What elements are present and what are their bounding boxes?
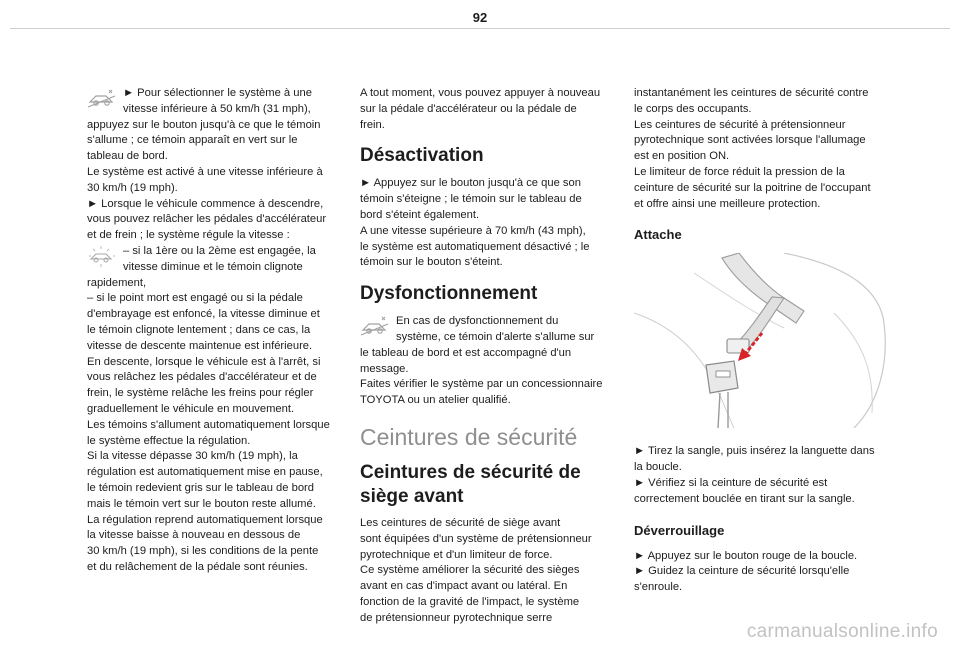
dysfonctionnement-line: le tableau de bord et est accompagné d'un [360, 346, 572, 359]
heading-dysfonctionnement: Dysfonctionnement [360, 283, 538, 305]
seatbelt-line: pyrotechnique et d'un limiteur de force. [360, 548, 553, 561]
heading-front-seatbelts-line2: siège avant [360, 485, 464, 507]
col1-line: vous relâchez les pédales d'accélérateur et de [87, 371, 317, 384]
col1-line: s'allume ; ce témoin apparaît en vert sur le [87, 134, 298, 147]
col3-intro-line: Le limiteur de force réduit la pression de la [634, 165, 845, 178]
seatbelt-buckle-illustration [634, 253, 892, 428]
col1-line: La régulation reprend automatiquement lorsque [87, 513, 323, 526]
desactivation-line: témoin s'éteigne ; le témoin sur le tableau de [360, 193, 582, 206]
deverrouillage-line: ► Appuyez sur le bouton rouge de la boucle. [634, 549, 858, 562]
seatbelt-line: de prétensionneur pyrotechnique serre [360, 611, 553, 624]
desactivation-line: A une vitesse supérieure à 70 km/h (43 mph), [360, 224, 586, 237]
heading-deverrouillage: Déverrouillage [634, 522, 725, 538]
deverrouillage-line: ► Guidez la ceinture de sécurité lorsqu'elle [634, 565, 850, 578]
col1-line: appuyez sur le bouton jusqu'à ce que le témoin [87, 118, 321, 131]
page-number: 92 [472, 10, 488, 25]
attache-line: ► Vérifiez si la ceinture de sécurité est [634, 476, 828, 489]
col1-line: – si la 1ère ou la 2ème est engagée, la [123, 244, 316, 257]
car-descent-control-icon [87, 86, 117, 110]
desactivation-line: ► Appuyez sur le bouton jusqu'à ce que son [360, 177, 581, 190]
column-1 [87, 86, 351, 576]
heading-front-seatbelts-line1: Ceintures de sécurité de [360, 461, 581, 483]
seatbelt-line: Ce système améliorer la sécurité des sièges [360, 564, 580, 577]
seatbelt-line: Les ceintures de sécurité de siège avant [360, 516, 561, 529]
col1-line: régulation est automatiquement mise en pause, [87, 466, 323, 479]
desactivation-line: le système est automatiquement désactivé ; le [360, 240, 590, 253]
heading-front-seatbelts [360, 461, 624, 509]
col1-line: frein, le système relâche les freins pour régler [87, 387, 314, 400]
col3-intro-line: ceinture de sécurité sur la poitrine de l'occupant [634, 181, 871, 194]
col1-line: et du relâchement de la pédale sont réunies. [87, 560, 308, 573]
dysfonctionnement-line: Faites vérifier le système par un concessionnaire [360, 378, 603, 391]
seatbelt-line: sont équipées d'un système de prétensionneur [360, 532, 592, 545]
desactivation-line: bord s'éteint également. [360, 208, 480, 221]
watermark: carmanualsonline.info [746, 621, 938, 642]
col3-intro-line: est en position ON. [634, 150, 730, 163]
dysfonctionnement-line: système, ce témoin d'alerte s'allume sur [396, 330, 595, 343]
col1-line: rapidement, [87, 276, 147, 289]
seatbelt-line: fonction de la gravité de l'impact, le système [360, 595, 580, 608]
column-2 [360, 86, 624, 627]
col1-line: 30 km/h (19 mph), si les conditions de la pente [87, 545, 319, 558]
col1-line: vitesse inférieure à 50 km/h (31 mph), [123, 102, 311, 115]
attache-line: correctement bouclée en tirant sur la sangle. [634, 492, 855, 505]
col1-line: vous pouvez relâcher les pédales d'accélérateur [87, 213, 327, 226]
col2-intro-line: sur la pédale d'accélérateur ou la pédale de [360, 102, 577, 115]
heading-desactivation: Désactivation [360, 145, 484, 167]
warning-car-icon [360, 314, 390, 338]
col3-intro-line: et offre ainsi une meilleure protection. [634, 197, 821, 210]
desactivation-line: témoin sur le bouton s'éteint. [360, 256, 503, 269]
col1-line: 30 km/h (19 mph). [87, 181, 178, 194]
col1-line: ► Lorsque le véhicule commence à descendre, [87, 197, 324, 210]
attache-line: la boucle. [634, 461, 682, 474]
col1-line: Le système est activé à une vitesse inférieure à [87, 165, 323, 178]
blinking-indicator-icon [87, 244, 117, 268]
col3-intro-line: Les ceintures de sécurité à prétensionneur [634, 118, 846, 131]
col3-intro-line: instantanément les ceintures de sécurité contre [634, 87, 869, 99]
col1-line: Les témoins s'allument automatiquement lorsque [87, 418, 330, 431]
col1-line: la vitesse baisse à nouveau en dessous de [87, 529, 301, 542]
col1-line: tableau de bord. [87, 150, 168, 163]
col2-intro-line: A tout moment, vous pouvez appuyer à nouveau [360, 87, 601, 99]
col1-line: Si la vitesse dépasse 30 km/h (19 mph), la [87, 450, 298, 463]
col1-line: – si le point mort est engagé ou si la pédale [87, 292, 303, 305]
seatbelt-line: avant en cas d'impact avant ou latéral. En [360, 580, 568, 593]
col1-line: vitesse de descente maintenue est inférieure. [87, 339, 313, 352]
col3-intro-line: pyrotechnique sont activées lorsque l'allumage [634, 134, 866, 147]
col1-line: et de frein ; le système régule la vitesse : [87, 229, 290, 242]
col1-line: ► Pour sélectionner le système à une [123, 87, 312, 99]
col1-line: le témoin clignote lentement ; dans ce cas, la [87, 323, 311, 336]
col1-line: graduellement le véhicule en mouvement. [87, 402, 295, 415]
header-divider [10, 28, 950, 29]
column-3 [634, 86, 894, 596]
dysfonctionnement-line: TOYOTA ou un atelier qualifié. [360, 394, 511, 407]
deverrouillage-line: s'enroule. [634, 581, 683, 594]
col1-line: mais le témoin vert sur le bouton reste allumé. [87, 497, 316, 510]
col3-intro-line: le corps des occupants. [634, 102, 752, 115]
heading-attache: Attache [634, 227, 682, 243]
col1-line: le système effectue la régulation. [87, 434, 251, 447]
col1-line: d'embrayage est enfoncé, la vitesse diminue et [87, 308, 320, 321]
col1-line: En descente, lorsque le véhicule est à l'arrêt, si [87, 355, 321, 368]
col2-intro-line: frein. [360, 118, 385, 131]
dysfonctionnement-line: En cas de dysfonctionnement du [396, 315, 559, 328]
section-title-seatbelts: Ceintures de sécurité [360, 423, 578, 450]
col1-line: vitesse diminue et le témoin clignote [123, 260, 303, 273]
dysfonctionnement-line: message. [360, 362, 409, 375]
attache-line: ► Tirez la sangle, puis insérez la languette dans [634, 445, 875, 458]
col1-line: le témoin redevient gris sur le tableau de bord [87, 481, 314, 494]
